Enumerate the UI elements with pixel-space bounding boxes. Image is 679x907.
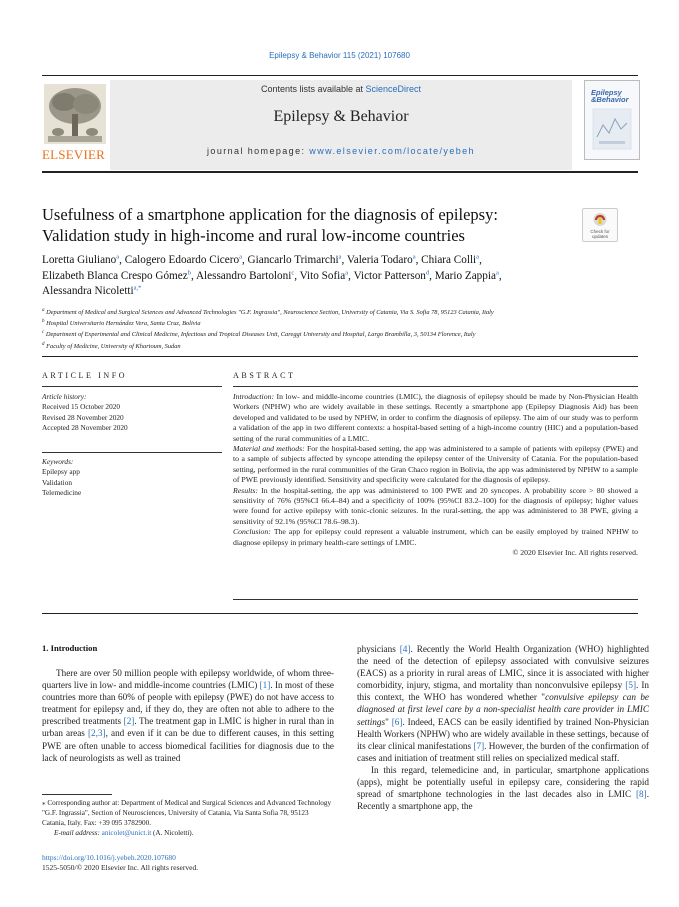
abstract-conclusion: Conclusion: The app for epilepsy could represent a valuable instrument, which can be easily employed by trained NPHW to diagnose epilepsy in primary health-care settings of LMIC.: [233, 527, 638, 547]
author-affiliation-marker[interactable]: a,*: [133, 284, 142, 292]
abstract-rule: [233, 386, 638, 387]
author-name: Calogero Edoardo Cicero: [124, 254, 240, 266]
history-label: Article history:: [42, 392, 87, 401]
citation-link[interactable]: [7]: [473, 740, 485, 751]
accepted-date: Accepted 28 November 2020: [42, 423, 128, 433]
author-affiliation-marker[interactable]: a: [345, 268, 349, 276]
author-affiliation-marker[interactable]: d: [425, 268, 430, 276]
author-name: Valeria Todaro: [346, 254, 413, 266]
author-separator: ,: [241, 254, 248, 266]
author-affiliation-marker[interactable]: a: [239, 253, 242, 261]
body-text: . However, the burden of the confirmation of cases and initiation of treatment still relies on specialized medical staff.: [357, 740, 649, 763]
author-name: Elizabeth Blanca Crespo Gómez: [42, 269, 188, 282]
affiliation-item: [42, 318, 642, 329]
body-text: . Indeed, EACS can be easily identified by trained Non-Physician Health Workers (NPHW) who are widely available in these settings, because of its clear clinical manifestations: [357, 716, 649, 751]
affiliation-text: Faculty of Medicine, University of Khartoum, Sudan: [44, 342, 181, 350]
affiliation-text: Department of Experimental and Clinical Medicine, Infectious and Tropical Diseases Unit, Careggi University and Hospital, Largo Brambilla, 3, 50134 Florence, Italy: [44, 331, 476, 339]
author-name: Giancarlo Trimarchi: [247, 254, 339, 266]
citation-link[interactable]: [2]: [123, 716, 135, 727]
affiliation-item: [42, 341, 642, 352]
affiliation-marker: b: [42, 319, 45, 325]
author-affiliation-marker[interactable]: a: [116, 253, 120, 261]
affiliation-marker: a: [42, 307, 45, 313]
body-paragraph: [42, 667, 334, 764]
cover-artwork-icon: [591, 107, 633, 151]
body-text: physicians: [357, 644, 400, 654]
author-affiliation-marker[interactable]: a: [476, 253, 480, 261]
author-affiliation-marker[interactable]: b: [187, 268, 191, 276]
received-date: Received 15 October 2020: [42, 402, 121, 412]
contents-line: Contents lists available at ScienceDirect: [260, 84, 422, 94]
author-separator: ,: [479, 254, 482, 266]
abstract-heading: ABSTRACT: [233, 371, 296, 380]
journal-homepage-line: journal homepage: www.elsevier.com/locate/yebeh: [207, 146, 475, 156]
author-separator: ,: [415, 254, 422, 266]
corresponding-author-text: ⁎ Corresponding author at: Department of Medical and Surgical Sciences and Advanced Technology "G.F. Ingrassia", Section of Neurosciences, University of Catania, Via Santa Sofia 78, 95123 Catania, Italy. Fax: +39 095 3782900.: [42, 799, 332, 827]
body-text: . Recently a smartphone app, the: [357, 789, 649, 812]
abstract-results: Results: In the hospital-setting, the app was administered to 100 PWE and 20 syncopes. A probability score > 80 showed a sensitivity of 76% (95%CI 66.4–84) and a specificity of 100% (95%CI 83.2–100) for the diagnosis of epilepsy; higher values were found for active epilepsy with tonic-clonic seizures. In the rural-setting, the app was administered to 38 PWE, giving a sensitivity of 92.1% (95%CI 78.6–98.3).: [233, 485, 638, 526]
author-separator: ,: [348, 269, 354, 282]
abstract-introduction: Introduction: In low- and middle-income countries (LMIC), the diagnosis of epilepsy should be made by Non-Physician Health Workers (NPHW) who are widely available in these settings. Recently a smartphone app (Epilepsy Diagnosis Aid) has been developed and validated to be used by NPHW, in order to confirm the diagnosis of epilepsy. The aim of our study was to perform a validation of the app in two different contexts: a hospital-based setting of a high-income country (HIC) and a population-based setting of the rural communities of a LMIC.: [233, 392, 638, 443]
author-separator: ,: [498, 269, 502, 282]
footnote-rule: [42, 794, 112, 795]
author-affiliation-marker[interactable]: a: [338, 253, 342, 261]
keywords-label: Keywords:: [42, 457, 74, 466]
author-separator: ,: [429, 269, 435, 282]
body-text: . Recently the World Health Organization (WHO) highlighted the need of the detection of epilepsy associated with convulsive seizures (EACS) as a priority in rural areas of LMIC, since it is associated with higher comorbidity, injury, stigma, and mortality than nonconvulsive epilepsy: [357, 644, 649, 691]
author-affiliation-marker[interactable]: c: [291, 268, 295, 276]
journal-homepage-link[interactable]: www.elsevier.com/locate/yebeh: [309, 146, 475, 156]
body-paragraph: [357, 764, 649, 812]
author-name: Vito Sofia: [299, 269, 346, 282]
affiliation-item: [42, 329, 642, 340]
body-text: In this regard, telemedicine and, in particular, smartphone applications (apps), might be potentially useful in epilepsy care, considering the rapid spread of smartphone technologies in the last decades also in LMIC: [357, 764, 649, 800]
check-for-updates-icon: [593, 212, 607, 227]
author-name: Victor Patterson: [353, 269, 426, 282]
revised-date: Revised 28 November 2020: [42, 412, 124, 422]
issn-line: 1525-5050/© 2020 Elsevier Inc. All rights reserved.: [42, 863, 199, 872]
front-matter-rule: [42, 613, 638, 614]
body-text: . In most of these countries more than 60% of people with epilepsy (PWE) do not have access to treatment for epilepsy and, if they do, they are often not able to adhere to the prescribed treatments: [42, 680, 334, 727]
corresponding-author-footnote: [42, 798, 334, 838]
author-affiliation-marker[interactable]: a: [495, 268, 499, 276]
check-for-updates-label: Check for updates: [590, 229, 610, 239]
masthead-top-rule: [42, 75, 638, 76]
body-text: There are over 50 million people with epilepsy worldwide, of whom three-quarters live in low- and middle-income countries (LMIC): [42, 668, 334, 691]
article-title: Usefulness of a smartphone application for the diagnosis of epilepsy: Validation study in high-income and rural low-income countries: [42, 205, 498, 245]
keyword-item: Telemedicine: [42, 488, 82, 498]
author-separator: ,: [119, 254, 125, 266]
cover-title: Epilepsy &Behavior: [591, 88, 629, 104]
affiliations: [42, 307, 642, 352]
keywords: [42, 457, 222, 499]
body-column-right: [357, 643, 649, 812]
email-line: E-mail address: anicolet@unict.it (A. Nicoletti).: [54, 829, 194, 837]
author-separator: ,: [190, 269, 196, 282]
article-history: [42, 392, 222, 434]
masthead-bottom-rule: [42, 171, 638, 173]
body-paragraph: [357, 643, 649, 764]
keyword-item: Validation: [42, 477, 72, 487]
affiliation-marker: c: [42, 330, 45, 336]
affiliation-marker: d: [42, 341, 45, 347]
abstract-methods: Material and methods: For the hospital-based setting, the app was administered to a sample of patients with epilepsy (PWE) and to a sample of subjects affected by syncope attending the epilepsy center of the University of Catania. For the population-based setting, performed in the rural communities of the Gran Chaco region in Bolivia, the app was administered by NPHW to a sample of PWE previously identified. Sensitivity and specificity were calculated for the diagnosis of epilepsy.: [233, 444, 639, 485]
email-link[interactable]: anicolet@unict.it: [101, 829, 152, 837]
header-bottom-rule: [42, 356, 638, 357]
author-separator: ,: [294, 269, 300, 282]
author-name: Mario Zappia: [434, 269, 496, 282]
article-info-rule: [42, 386, 222, 387]
affiliation-text: Hospital Universitario Hernández Vera, Santa Cruz, Bolivia: [44, 320, 201, 328]
journal-cover-thumbnail[interactable]: [584, 80, 640, 160]
body-text: ": [385, 716, 392, 727]
author-name: Alessandro Bartoloni: [195, 269, 292, 282]
author-affiliation-marker[interactable]: a: [412, 253, 416, 261]
doi-link[interactable]: https://doi.org/10.1016/j.yebeh.2020.107680: [42, 853, 176, 862]
check-for-updates-button[interactable]: [582, 208, 618, 242]
affiliation-item: [42, 307, 642, 318]
journal-reference[interactable]: Epilepsy & Behavior 115 (2021) 107680: [269, 51, 410, 60]
author-name: Chiara Colli: [421, 254, 477, 266]
abstract-bottom-rule: [233, 599, 638, 600]
author-name: Alessandra Nicoletti: [42, 285, 134, 297]
body-text: , and even if it can be due to different causes, in this setting PWE are often unable to access biomedical facilities for diagnosis due to the lack of neurologists as well as trained: [42, 728, 334, 763]
citation-link[interactable]: [8]: [635, 789, 647, 800]
abstract-copyright: © 2020 Elsevier Inc. All rights reserved.: [512, 548, 638, 558]
citation-link[interactable]: [5]: [625, 680, 637, 691]
affiliation-text: Department of Medical and Surgical Sciences and Advanced Technologies "G.F. Ingrassia", Neuroscience Section, University of Catania, Via S. Sofia 78, 95123 Catania, Italy: [44, 309, 494, 316]
elsevier-logo-text: ELSEVIER: [42, 147, 105, 162]
body-column-left: [42, 667, 334, 764]
citation-link[interactable]: [4]: [399, 644, 411, 654]
body-text: . The treatment gap in LMIC is higher in rural than in urban areas: [42, 716, 334, 739]
body-text: . In this context, the WHO has wondered whether ": [357, 680, 649, 703]
author-list: [42, 253, 642, 300]
keywords-rule: [42, 452, 222, 453]
citation-link[interactable]: [1]: [259, 680, 271, 691]
author-name: Loretta Giuliano: [42, 254, 117, 266]
author-separator: ,: [341, 254, 347, 266]
italic-quote: convulsive epilepsy can be diagnosed at first level care by a non-specialist health care provider in LMIC settings: [357, 692, 649, 727]
journal-name: Epilepsy & Behavior: [273, 108, 409, 125]
citation-link[interactable]: [2,3]: [87, 728, 106, 739]
keyword-item: Epilepsy app: [42, 467, 80, 477]
sciencedirect-link[interactable]: ScienceDirect: [365, 84, 422, 94]
section-heading: 1. Introduction: [42, 643, 98, 653]
abstract-body: [233, 392, 638, 559]
citation-link[interactable]: [6]: [391, 716, 403, 727]
article-info-heading: ARTICLE INFO: [42, 371, 128, 380]
